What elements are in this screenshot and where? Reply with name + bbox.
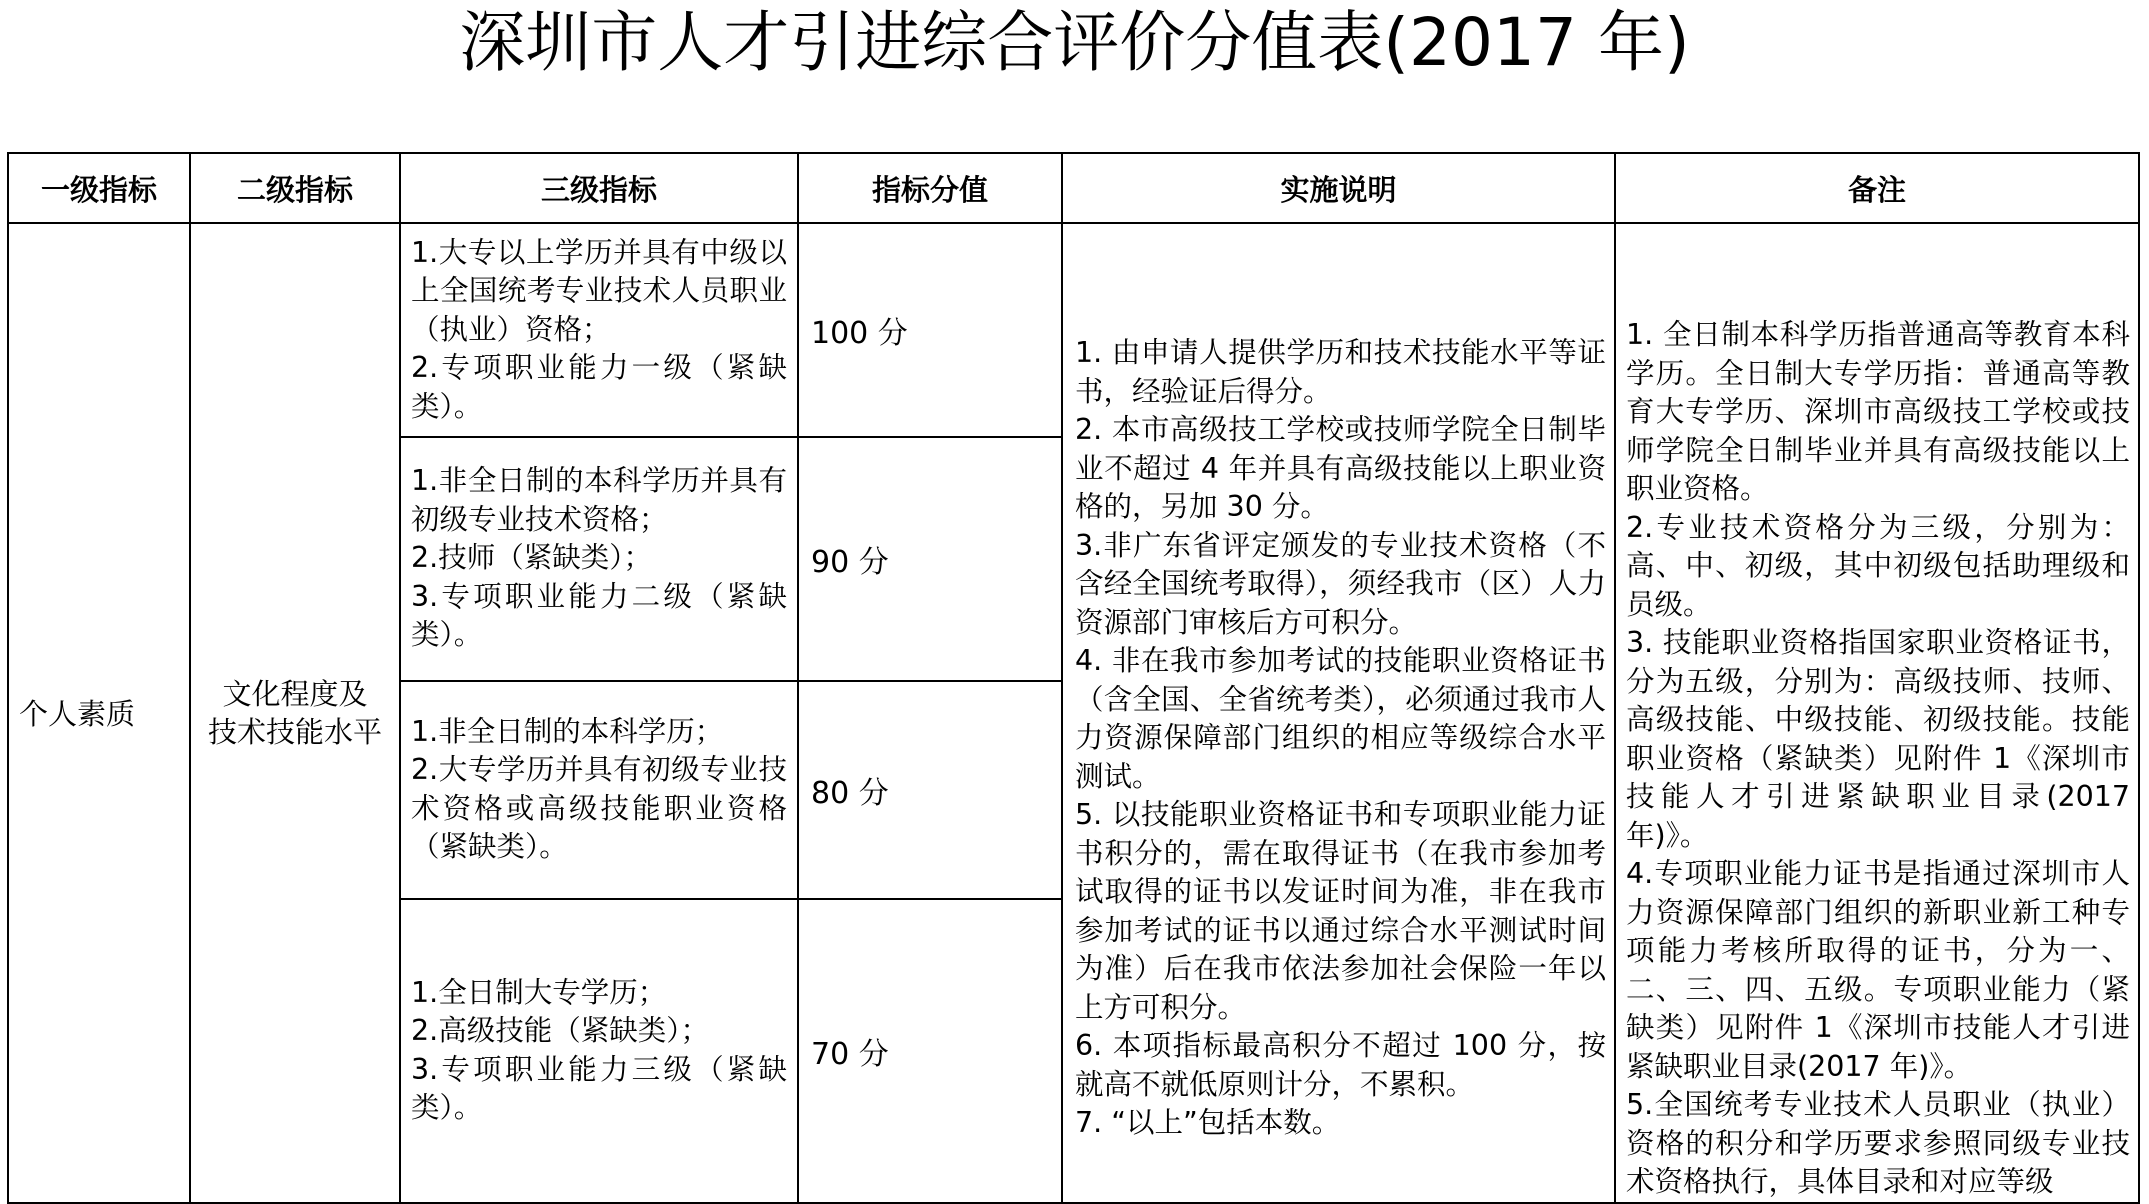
score-table xyxy=(7,152,2140,1204)
notes-cell xyxy=(1615,223,2139,1203)
level1-cell xyxy=(8,223,190,1203)
note-item: 5.全国统考专业技术人员职业（执业）资格的积分和学历要求参照同级专业技术资格执行，具体目录和对应等级 xyxy=(1626,1088,2130,1198)
level1-text: 个人素质 xyxy=(19,697,136,732)
criteria-item: 2.大专学历并具有初级专业技术资格或高级技能职业资格（紧缺类）。 xyxy=(411,753,787,864)
description-item: 5. 以技能职业资格证书和专项职业能力证书积分的，需在取得证书（在我市参加考试取得的证书以发证时间为准，非在我市参加考试的证书以通过综合水平测试时间为准）后在我市依法参加社会保险一年以上方可积分。 xyxy=(1075,798,1606,1024)
level2-line: 文化程度及 xyxy=(222,676,368,711)
note-item: 1. 全日制本科学历指普通高等教育本科学历。全日制大专学历指：普通高等教育大专学历、深圳市高级技工学校或技师学院全日制毕业并具有高级技能以上职业资格。 xyxy=(1626,318,2130,505)
criteria-item: 1.全日制大专学历； xyxy=(411,975,667,1009)
header-level3: 三级指标 xyxy=(400,153,798,223)
score-cell: 80 分 xyxy=(798,681,1062,899)
note-item: 2.专业技术资格分为三级，分别为：高、中、初级，其中初级包括助理级和员级。 xyxy=(1626,510,2130,621)
criteria-item: 2.高级技能（紧缺类）； xyxy=(411,1014,709,1048)
description-item: 3.非广东省评定颁发的专业技术资格（不含经全国统考取得），须经我市（区）人力资源部门审核后方可积分。 xyxy=(1075,528,1606,639)
level2-cell xyxy=(190,223,400,1203)
criteria-cell xyxy=(400,437,798,681)
criteria-item: 1.非全日制的本科学历； xyxy=(411,714,724,748)
criteria-item: 1.非全日制的本科学历并具有初级专业技术资格； xyxy=(411,464,787,536)
header-level1: 一级指标 xyxy=(8,153,190,223)
note-item: 4.专项职业能力证书是指通过深圳市人力资源保障部门组织的新职业新工种专项能力考核所取得的证书，分为一、二、三、四、五级。专项职业能力（紧缺类）见附件 1《深圳市技能人才引进紧缺职业目录(2017 年)》。 xyxy=(1626,857,2130,1083)
header-level2: 二级指标 xyxy=(190,153,400,223)
description-item: 4. 非在我市参加考试的技能职业资格证书（含全国、全省统考类），必须通过我市人力资源保障部门组织的相应等级综合水平测试。 xyxy=(1075,644,1606,793)
description-item: 2. 本市高级技工学校或技师学院全日制毕业不超过 4 年并具有高级技能以上职业资格的，另加 30 分。 xyxy=(1075,413,1606,523)
score-cell: 90 分 xyxy=(798,437,1062,681)
criteria-item: 3.专项职业能力三级（紧缺类）。 xyxy=(411,1052,787,1125)
criteria-item: 2.技师（紧缺类）； xyxy=(411,541,652,575)
criteria-item: 3.专项职业能力二级（紧缺类）。 xyxy=(411,579,787,652)
header-notes: 备注 xyxy=(1615,153,2139,223)
score-cell: 100 分 xyxy=(798,223,1062,437)
page-title: 深圳市人才引进综合评价分值表(2017 年) xyxy=(459,4,1690,81)
criteria-cell xyxy=(400,223,798,437)
criteria-item: 2.专项职业能力一级（紧缺类）。 xyxy=(411,351,787,423)
header-description: 实施说明 xyxy=(1062,153,1615,223)
criteria-item: 1.大专以上学历并具有中级以上全国统考专业技术人员职业（执业）资格； xyxy=(411,235,787,346)
table-row xyxy=(8,223,2139,437)
table-header-row xyxy=(8,153,2139,223)
description-item: 6. 本项指标最高积分不超过 100 分，按就高不就低原则计分，不累积。 xyxy=(1075,1029,1606,1101)
header-score: 指标分值 xyxy=(798,153,1062,223)
description-item: 7. “以上”包括本数。 xyxy=(1075,1106,1341,1139)
note-item: 3. 技能职业资格指国家职业资格证书，分为五级，分别为：高级技师、技师、高级技能、中级技能、初级技能。技能职业资格（紧缺类）见附件 1《深圳市技能人才引进紧缺职业目录(2017 年)》。 xyxy=(1626,626,2130,852)
level2-line: 技术技能水平 xyxy=(207,714,382,749)
description-cell xyxy=(1062,223,1615,1203)
criteria-cell xyxy=(400,899,798,1203)
description-item: 1. 由申请人提供学历和技术技能水平等证书，经验证后得分。 xyxy=(1075,336,1606,408)
score-cell: 70 分 xyxy=(798,899,1062,1203)
criteria-cell xyxy=(400,681,798,899)
